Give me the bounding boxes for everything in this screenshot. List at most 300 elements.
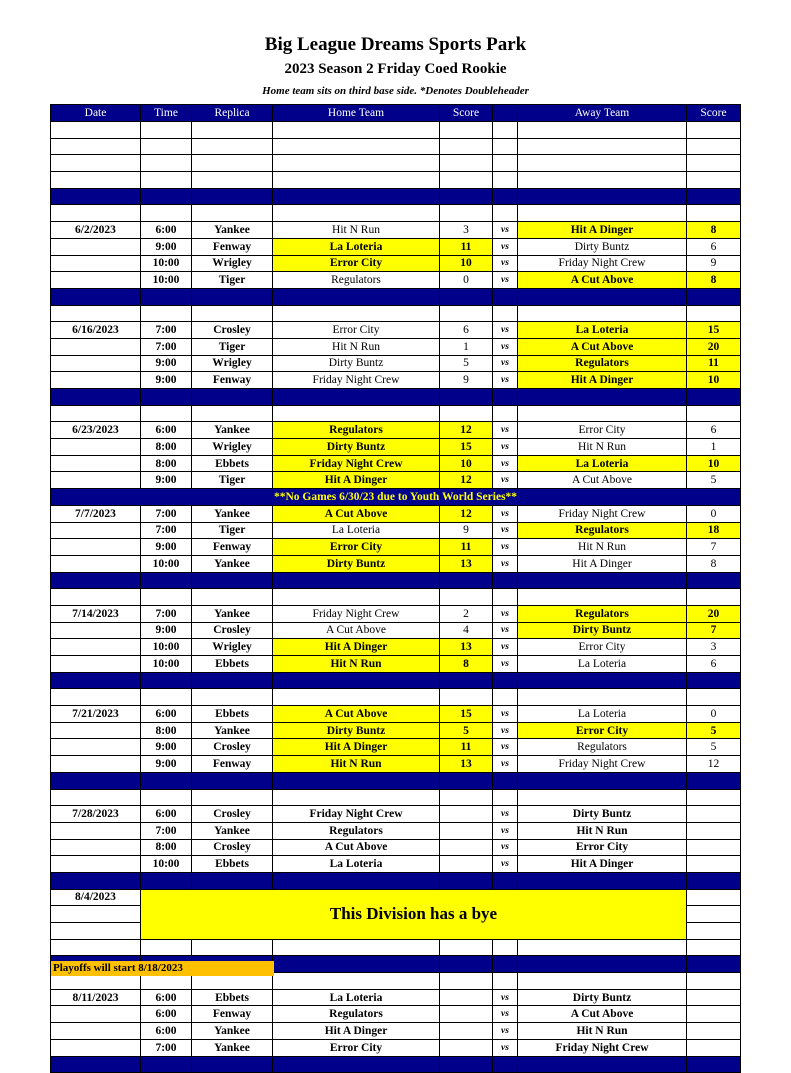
game-date: 7/21/2023: [51, 706, 141, 723]
separator-cell: [141, 1056, 192, 1073]
empty-cell: [518, 689, 687, 706]
home-team: Hit N Run: [273, 656, 440, 673]
vs-label: vs: [493, 555, 518, 572]
game-replica: Yankee: [192, 1023, 273, 1040]
game-row: [51, 222, 741, 239]
home-team: Error City: [273, 322, 440, 339]
vs-label: vs: [493, 338, 518, 355]
empty-cell: [273, 789, 440, 806]
game-date: [51, 355, 141, 372]
away-team: Dirty Buntz: [518, 806, 687, 823]
home-score: 9: [440, 372, 493, 389]
vs-label: vs: [493, 722, 518, 739]
empty-cell: [273, 138, 440, 155]
blank-row: [51, 305, 741, 322]
away-team: Regulators: [518, 739, 687, 756]
empty-cell: [493, 405, 518, 422]
bye-row: [51, 939, 741, 956]
empty-cell: [141, 138, 192, 155]
empty-cell: [687, 172, 741, 189]
home-team: A Cut Above: [273, 622, 440, 639]
col-home-score: Score: [440, 105, 493, 122]
vs-label: vs: [493, 355, 518, 372]
separator-row: [51, 1056, 741, 1073]
home-score: 6: [440, 322, 493, 339]
separator-cell: [51, 672, 141, 689]
away-team: Regulators: [518, 522, 687, 539]
away-score: [687, 839, 741, 856]
game-row: [51, 656, 741, 673]
separator-cell: [273, 672, 440, 689]
game-replica: Yankee: [192, 422, 273, 439]
separator-cell: [687, 872, 741, 889]
empty-cell: [493, 305, 518, 322]
away-team: Hit A Dinger: [518, 555, 687, 572]
empty-cell: [141, 305, 192, 322]
game-time: 7:00: [141, 1039, 192, 1056]
empty-cell: [273, 973, 440, 990]
empty-cell: [273, 939, 440, 956]
home-team: Hit A Dinger: [273, 472, 440, 489]
away-score: 6: [687, 656, 741, 673]
col-time: Time: [141, 105, 192, 122]
home-team: Dirty Buntz: [273, 439, 440, 456]
empty-cell: [141, 939, 192, 956]
game-replica: Tiger: [192, 338, 273, 355]
empty-cell: [273, 689, 440, 706]
home-score: 4: [440, 622, 493, 639]
home-score: 12: [440, 472, 493, 489]
game-time: 6:00: [141, 222, 192, 239]
separator-row: [51, 389, 741, 406]
away-team: Friday Night Crew: [518, 756, 687, 773]
separator-cell: [51, 772, 141, 789]
game-row: [51, 238, 741, 255]
home-team: Hit N Run: [273, 338, 440, 355]
away-team: Error City: [518, 422, 687, 439]
game-replica: Ebbets: [192, 656, 273, 673]
separator-cell: [493, 389, 518, 406]
vs-label: vs: [493, 1039, 518, 1056]
separator-cell: [687, 1056, 741, 1073]
empty-cell: [493, 122, 518, 139]
game-row: [51, 1023, 741, 1040]
away-team: Dirty Buntz: [518, 238, 687, 255]
blank-row: [51, 589, 741, 606]
away-team: Error City: [518, 839, 687, 856]
game-date: [51, 839, 141, 856]
separator-cell: [192, 872, 273, 889]
separator-cell: [440, 188, 493, 205]
blank-row: [51, 138, 741, 155]
empty-cell: [440, 172, 493, 189]
separator-cell: [192, 672, 273, 689]
game-row: [51, 856, 741, 873]
vs-label: vs: [493, 989, 518, 1006]
home-score: 10: [440, 255, 493, 272]
separator-row: [51, 672, 741, 689]
separator-cell: [51, 188, 141, 205]
game-replica: Yankee: [192, 1039, 273, 1056]
separator-cell: [51, 1056, 141, 1073]
game-row: [51, 739, 741, 756]
game-replica: Yankee: [192, 222, 273, 239]
game-time: 10:00: [141, 255, 192, 272]
game-row: [51, 539, 741, 556]
empty-cell: [440, 939, 493, 956]
vs-label: vs: [493, 806, 518, 823]
game-replica: Yankee: [192, 722, 273, 739]
bye-row: [51, 889, 741, 906]
page-subtitle: 2023 Season 2 Friday Coed Rookie: [284, 61, 507, 77]
home-score: 11: [440, 238, 493, 255]
separator-cell: [273, 389, 440, 406]
away-score: 18: [687, 522, 741, 539]
home-score: 2: [440, 605, 493, 622]
empty-cell: [440, 205, 493, 222]
separator-cell: [493, 572, 518, 589]
away-team: Dirty Buntz: [518, 622, 687, 639]
home-team: A Cut Above: [273, 839, 440, 856]
separator-cell: [687, 288, 741, 305]
vs-label: vs: [493, 639, 518, 656]
home-team: Regulators: [273, 422, 440, 439]
away-team: Hit N Run: [518, 1023, 687, 1040]
empty-cell: [440, 155, 493, 172]
away-score: 6: [687, 422, 741, 439]
separator-cell: [518, 389, 687, 406]
game-date: [51, 1006, 141, 1023]
empty-cell: [440, 689, 493, 706]
game-date: [51, 1039, 141, 1056]
game-replica: Crosley: [192, 622, 273, 639]
empty-cell: [273, 172, 440, 189]
away-team: Hit A Dinger: [518, 222, 687, 239]
separator-cell: [493, 288, 518, 305]
game-row: [51, 472, 741, 489]
home-score: 11: [440, 539, 493, 556]
separator-cell: [493, 772, 518, 789]
vs-label: vs: [493, 739, 518, 756]
away-team: Dirty Buntz: [518, 989, 687, 1006]
away-score: [687, 1006, 741, 1023]
empty-cell: [687, 405, 741, 422]
home-score: [440, 806, 493, 823]
game-date: 8/11/2023: [51, 989, 141, 1006]
game-row: [51, 756, 741, 773]
empty-cell: [687, 305, 741, 322]
empty-cell: [493, 155, 518, 172]
away-score: 7: [687, 622, 741, 639]
home-score: 0: [440, 272, 493, 289]
empty-cell: [493, 589, 518, 606]
away-score: 8: [687, 222, 741, 239]
empty-cell: [273, 205, 440, 222]
game-date: [51, 472, 141, 489]
game-date: [51, 622, 141, 639]
away-score: 7: [687, 539, 741, 556]
home-score: 12: [440, 505, 493, 522]
empty-cell: [51, 405, 141, 422]
home-team: A Cut Above: [273, 706, 440, 723]
separator-cell: [51, 572, 141, 589]
separator-cell: [141, 389, 192, 406]
game-row: [51, 639, 741, 656]
separator-row: [51, 872, 741, 889]
empty-cell: [518, 205, 687, 222]
home-score: 1: [440, 338, 493, 355]
empty-cell: [51, 138, 141, 155]
separator-cell: [192, 188, 273, 205]
separator-cell: [192, 572, 273, 589]
vs-label: vs: [493, 656, 518, 673]
game-time: 10:00: [141, 656, 192, 673]
game-row: [51, 355, 741, 372]
home-team: La Loteria: [273, 989, 440, 1006]
separator-cell: [192, 772, 273, 789]
game-row: [51, 439, 741, 456]
game-row: [51, 1006, 741, 1023]
empty-cell: [141, 205, 192, 222]
game-date: [51, 338, 141, 355]
game-time: 9:00: [141, 739, 192, 756]
empty-cell: [687, 138, 741, 155]
separator-cell: [518, 288, 687, 305]
vs-label: vs: [493, 505, 518, 522]
game-row: [51, 455, 741, 472]
separator-cell: [687, 672, 741, 689]
game-replica: Wrigley: [192, 355, 273, 372]
empty-cell: [192, 205, 273, 222]
game-replica: Yankee: [192, 822, 273, 839]
game-date: [51, 555, 141, 572]
game-time: 6:00: [141, 1023, 192, 1040]
empty-cell: [141, 789, 192, 806]
game-row: [51, 338, 741, 355]
empty-cell: [493, 205, 518, 222]
separator-cell: [687, 956, 741, 973]
away-score: [687, 989, 741, 1006]
game-time: 9:00: [141, 756, 192, 773]
game-replica: Ebbets: [192, 856, 273, 873]
empty-cell: [440, 789, 493, 806]
vs-label: vs: [493, 372, 518, 389]
separator-cell: [141, 288, 192, 305]
empty-cell: [518, 973, 687, 990]
away-score: 0: [687, 706, 741, 723]
away-team: Friday Night Crew: [518, 1039, 687, 1056]
game-date: [51, 439, 141, 456]
home-team: Regulators: [273, 1006, 440, 1023]
empty-cell: [51, 172, 141, 189]
home-score: [440, 839, 493, 856]
empty-cell: [440, 405, 493, 422]
empty-cell: [273, 155, 440, 172]
separator-cell: [192, 288, 273, 305]
game-replica: Ebbets: [192, 706, 273, 723]
col-replica: Replica: [192, 105, 273, 122]
empty-cell: [141, 689, 192, 706]
vs-label: vs: [493, 1023, 518, 1040]
away-team: A Cut Above: [518, 1006, 687, 1023]
home-team: Error City: [273, 255, 440, 272]
vs-label: vs: [493, 439, 518, 456]
blank-row: [51, 689, 741, 706]
away-team: La Loteria: [518, 322, 687, 339]
separator-cell: [440, 772, 493, 789]
away-score: 8: [687, 555, 741, 572]
game-row: [51, 555, 741, 572]
away-score: 8: [687, 272, 741, 289]
away-score: 6: [687, 238, 741, 255]
separator-cell: [141, 188, 192, 205]
away-score: 1: [687, 439, 741, 456]
separator-cell: [518, 772, 687, 789]
blank-row: [51, 172, 741, 189]
vs-label: vs: [493, 1006, 518, 1023]
col-away-score: Score: [687, 105, 741, 122]
empty-cell: [440, 122, 493, 139]
home-score: 5: [440, 355, 493, 372]
away-score: [687, 1039, 741, 1056]
separator-cell: [440, 1056, 493, 1073]
away-score: 15: [687, 322, 741, 339]
away-team: Hit N Run: [518, 439, 687, 456]
game-row: [51, 422, 741, 439]
home-score: 12: [440, 422, 493, 439]
game-time: 9:00: [141, 472, 192, 489]
away-score: [687, 806, 741, 823]
empty-cell: [493, 789, 518, 806]
empty-cell: [192, 405, 273, 422]
game-date: [51, 722, 141, 739]
empty-cell: [518, 939, 687, 956]
game-date: 6/2/2023: [51, 222, 141, 239]
bye-message: This Division has a bye: [141, 889, 687, 939]
game-date: 6/16/2023: [51, 322, 141, 339]
separator-cell: [141, 772, 192, 789]
empty-cell: [51, 789, 141, 806]
away-score: 9: [687, 255, 741, 272]
home-team: La Loteria: [273, 238, 440, 255]
game-row: [51, 822, 741, 839]
col-away-team: Away Team: [518, 105, 687, 122]
separator-cell: [192, 389, 273, 406]
away-score: 0: [687, 505, 741, 522]
empty-cell: [518, 138, 687, 155]
home-team: Friday Night Crew: [273, 605, 440, 622]
home-score: [440, 1039, 493, 1056]
away-team: A Cut Above: [518, 472, 687, 489]
vs-label: vs: [493, 605, 518, 622]
separator-cell: [518, 1056, 687, 1073]
empty-cell: [273, 589, 440, 606]
vs-label: vs: [493, 422, 518, 439]
vs-label: vs: [493, 222, 518, 239]
separator-cell: [440, 389, 493, 406]
vs-label: vs: [493, 706, 518, 723]
game-date: [51, 272, 141, 289]
game-date: [51, 372, 141, 389]
home-score: 15: [440, 706, 493, 723]
separator-cell: [273, 772, 440, 789]
empty-cell: [687, 205, 741, 222]
empty-cell: [518, 405, 687, 422]
game-replica: Tiger: [192, 272, 273, 289]
empty-cell: [141, 155, 192, 172]
empty-cell: [493, 973, 518, 990]
vs-label: vs: [493, 622, 518, 639]
game-row: [51, 505, 741, 522]
vs-label: vs: [493, 472, 518, 489]
separator-cell: [440, 956, 493, 973]
away-score: 10: [687, 372, 741, 389]
separator-cell: [141, 872, 192, 889]
empty-cell: [192, 155, 273, 172]
header-row: [51, 105, 741, 122]
col-home-team: Home Team: [273, 105, 440, 122]
vs-label: vs: [493, 822, 518, 839]
home-score: 15: [440, 439, 493, 456]
empty-cell: [493, 689, 518, 706]
empty-cell: [51, 923, 141, 940]
game-replica: Tiger: [192, 522, 273, 539]
away-team: La Loteria: [518, 455, 687, 472]
home-team: A Cut Above: [273, 505, 440, 522]
game-time: 7:00: [141, 822, 192, 839]
separator-cell: [687, 772, 741, 789]
away-score: 5: [687, 722, 741, 739]
empty-cell: [518, 172, 687, 189]
game-time: 7:00: [141, 605, 192, 622]
separator-row: [51, 288, 741, 305]
home-score: [440, 989, 493, 1006]
separator-row: [51, 572, 741, 589]
separator-cell: [518, 872, 687, 889]
vs-label: vs: [493, 539, 518, 556]
blank-row: [51, 122, 741, 139]
game-time: 8:00: [141, 722, 192, 739]
separator-cell: [51, 872, 141, 889]
home-team: Error City: [273, 1039, 440, 1056]
game-replica: Yankee: [192, 505, 273, 522]
schedule-table: [50, 104, 741, 1073]
empty-cell: [518, 589, 687, 606]
game-time: 9:00: [141, 355, 192, 372]
separator-cell: [440, 872, 493, 889]
vs-label: vs: [493, 856, 518, 873]
separator-cell: [273, 572, 440, 589]
game-replica: Fenway: [192, 539, 273, 556]
away-team: Hit N Run: [518, 822, 687, 839]
vs-label: vs: [493, 272, 518, 289]
game-date: [51, 255, 141, 272]
vs-label: vs: [493, 522, 518, 539]
game-row: [51, 706, 741, 723]
blank-row: [51, 405, 741, 422]
home-team: Error City: [273, 539, 440, 556]
no-games-note: **No Games 6/30/23 due to Youth World Series**: [51, 489, 741, 506]
away-team: Error City: [518, 639, 687, 656]
game-time: 9:00: [141, 539, 192, 556]
away-team: La Loteria: [518, 706, 687, 723]
page-title: Big League Dreams Sports Park: [264, 34, 527, 55]
separator-cell: [493, 956, 518, 973]
game-replica: Wrigley: [192, 639, 273, 656]
empty-cell: [273, 405, 440, 422]
empty-cell: [51, 205, 141, 222]
vs-label: vs: [493, 756, 518, 773]
